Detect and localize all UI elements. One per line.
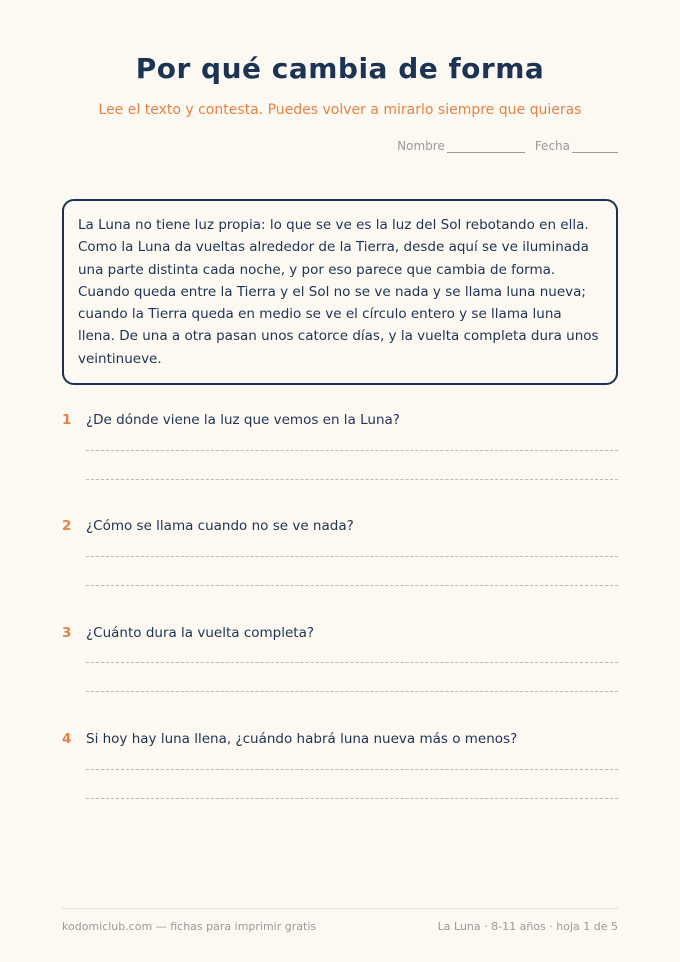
page-subtitle: Lee el texto y contesta. Puedes volver a mirarlo siempre que quieras <box>98 102 582 118</box>
reading-passage: La Luna no tiene luz propia: lo que se ve es la luz del Sol rebotando en ella. Como la Luna da vueltas alrededor de la Tierra, desde aquí se ve iluminada una parte distinta cada noche, y por eso parece que cambia de forma. Cuando queda entre la Tierra y el Sol no se ve nada y se llama luna nueva; cuando la Tierra queda en medio se ve el círculo entero y se llama luna llena. De una a otra pasan unos catorce días, y la vuelta completa dura unos veintinueve. <box>78 217 599 367</box>
footer-divider <box>62 908 618 909</box>
question-number: 1 <box>62 412 72 428</box>
name-blank[interactable] <box>447 140 525 153</box>
question-2 <box>62 518 618 534</box>
reading-passage-box <box>62 199 618 385</box>
answer-line[interactable] <box>86 662 618 663</box>
question-text: ¿Cuánto dura la vuelta completa? <box>86 625 315 641</box>
answer-line[interactable] <box>86 769 618 770</box>
question-1 <box>62 412 618 428</box>
question-number: 2 <box>62 518 72 534</box>
answer-line[interactable] <box>86 479 618 480</box>
answer-line[interactable] <box>86 798 618 799</box>
question-text: Si hoy hay luna llena, ¿cuándo habrá luna nueva más o menos? <box>86 731 518 747</box>
footer-page-info: La Luna · 8-11 años · hoja 1 de 5 <box>437 920 618 933</box>
question-3 <box>62 625 618 641</box>
name-field[interactable] <box>397 139 525 153</box>
answer-line[interactable] <box>86 585 618 586</box>
question-number: 3 <box>62 625 72 641</box>
name-label: Nombre <box>397 139 445 153</box>
footer-site-credit: kodomiclub.com — fichas para imprimir gratis <box>62 920 317 933</box>
answer-line[interactable] <box>86 450 618 451</box>
date-field[interactable] <box>535 139 618 153</box>
question-text: ¿Cómo se llama cuando no se ve nada? <box>86 518 354 534</box>
question-number: 4 <box>62 731 72 747</box>
page-title: Por qué cambia de forma <box>135 52 545 85</box>
question-4 <box>62 731 618 747</box>
question-text: ¿De dónde viene la luz que vemos en la Luna? <box>86 412 400 428</box>
answer-line[interactable] <box>86 691 618 692</box>
name-date-fields <box>397 139 618 153</box>
date-blank[interactable] <box>572 140 618 153</box>
date-label: Fecha <box>534 139 570 153</box>
answer-line[interactable] <box>86 556 618 557</box>
